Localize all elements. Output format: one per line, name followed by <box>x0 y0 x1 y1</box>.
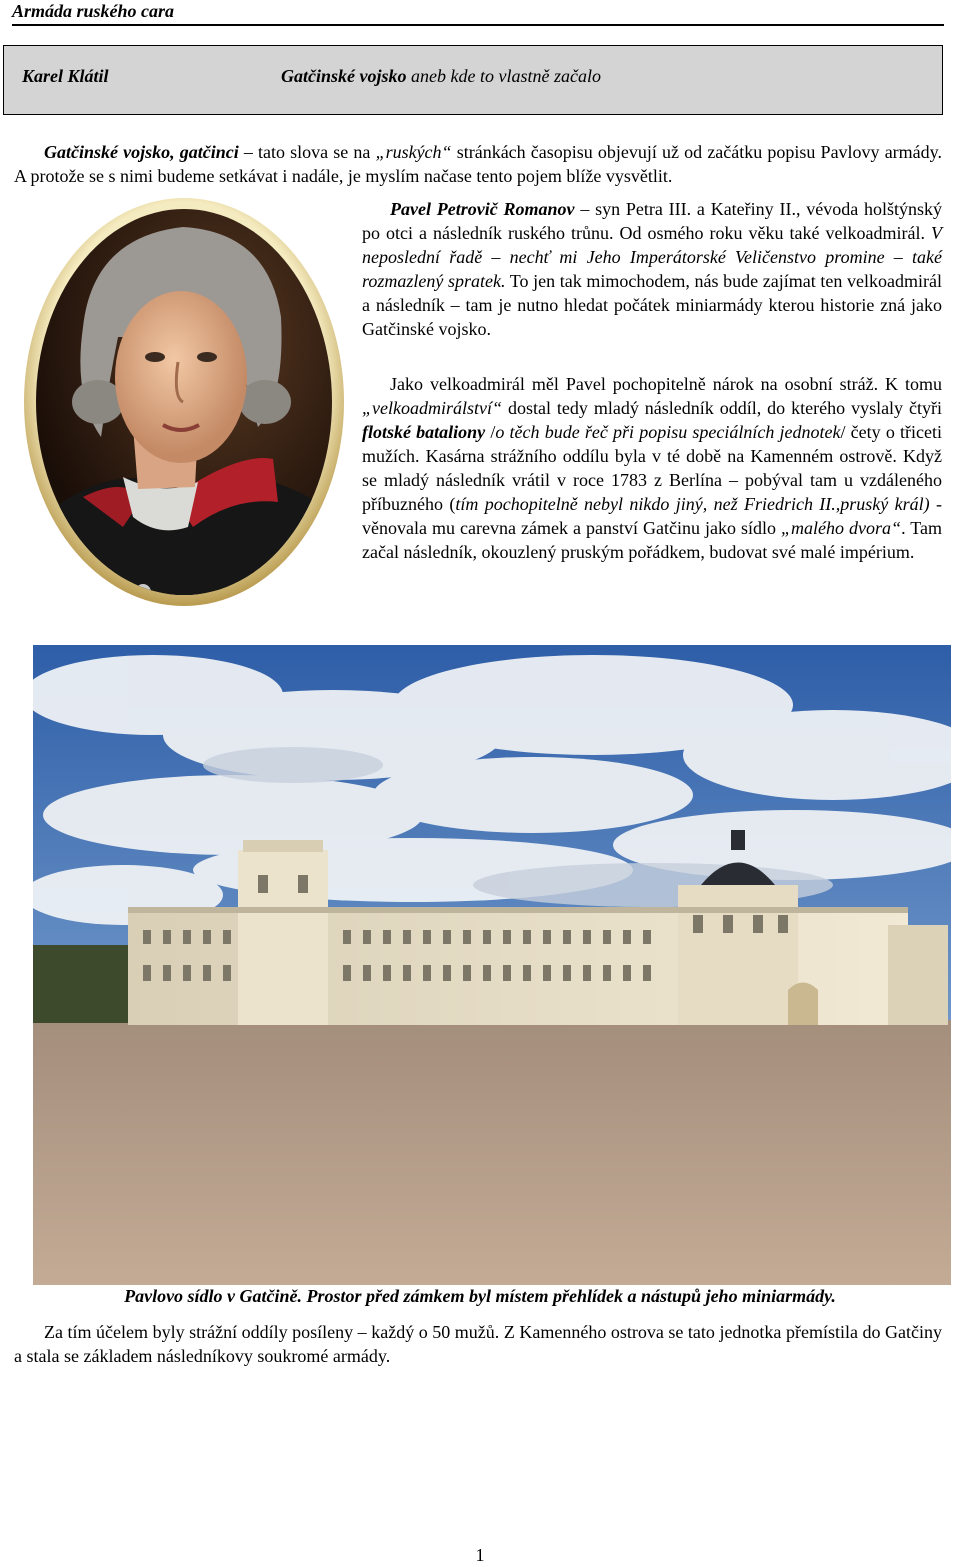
guard-text-4: / čety o třiceti mužích. Kasárna strážního oddílu byla v té době na Kamenném ostrově. Když se mladý následník vrátil v roce 1783 z Berlína – pobýval tam u vzdáleného příbuzného ( <box>362 422 942 514</box>
guard-velkoadmiralstvi: „velkoadmirálství“ <box>362 398 502 418</box>
bio-paragraph <box>362 197 942 341</box>
photo-caption: Pavlovo sídlo v Gatčině. Prostor před zámkem byl místem přehlídek a nástupů jeho miniarmády. <box>124 1286 836 1306</box>
guard-maleho: „malého dvora“ <box>781 518 902 538</box>
guard-text-6: . Tam začal následník, okouzlený pruským pořádkem, budovat své malé impérium. <box>362 518 942 562</box>
intro-text-2: stránkách časopisu objevují už od začátku popisu Pavlovy armády. A protože se s nimi budeme setkávat i nadále, je myslím načase tento pojem blíže vysvětlit. <box>14 142 942 186</box>
guard-text-2: dostal tedy mladý následník oddíl, do kterého vyslaly čtyři <box>502 398 942 418</box>
title-box <box>3 45 943 115</box>
guard-text-5: - věnovala mu carevna zámek a panství Gatčinu jako sídlo <box>362 494 942 538</box>
intro-text-1: – tato slova se na <box>238 142 376 162</box>
running-title: Armáda ruského cara <box>12 1 175 21</box>
article-title-bold: Gatčinské vojsko <box>281 66 407 86</box>
guard-friedrich: tím pochopitelně nebyl nikdo jiný, než Friedrich II.,pruský král) <box>455 494 930 514</box>
intro-paragraph <box>14 140 942 188</box>
bio-text-1: – syn Petra III. a Kateřiny II., vévoda holštýnský po otci a následník ruského trůnu. Od osmého roku věku také velkoadmirál. <box>362 199 943 243</box>
guard-special: o těch bude řeč při popisu speciálních jednotek <box>495 422 841 442</box>
bio-text-2: To jen tak mimochodem, nás bude zajímat ten velkoadmirál a následník – tam je nutno hledat počátek miniarmády kterou historie zná jako Gatčinské vojsko. <box>362 271 942 339</box>
article-title <box>281 66 601 87</box>
closing-paragraph: Za tím účelem byly strážní oddíly posíleny – každý o 50 mužů. Z Kamenného ostrova se tato jednotka přemístila do Gatčiny a stala se základem následníkovy soukromé armády. <box>14 1322 942 1366</box>
header-rule <box>12 24 944 26</box>
palace-photo <box>33 645 951 1285</box>
guard-text-3: / <box>485 422 496 442</box>
guard-text-1: Jako velkoadmirál měl Pavel pochopitelně nárok na osobní stráž. K tomu <box>390 374 942 394</box>
author-name: Karel Klátil <box>22 66 109 86</box>
guard-flotske: flotské bataliony <box>362 422 486 442</box>
article-title-rest: aneb kde to vlastně začalo <box>406 66 601 86</box>
bio-aside: V neposlední řadě – nechť mi Jeho Imperátorské Veličenstvo promine – také rozmazlený spratek. <box>362 223 942 291</box>
intro-ruskych: „ruských“ <box>375 142 452 162</box>
page-number: 1 <box>475 1545 485 1565</box>
portrait-image <box>23 197 346 607</box>
intro-term: Gatčinské vojsko, gatčinci <box>44 142 239 162</box>
bio-name: Pavel Petrovič Romanov <box>390 199 575 219</box>
guard-paragraph <box>362 372 942 564</box>
